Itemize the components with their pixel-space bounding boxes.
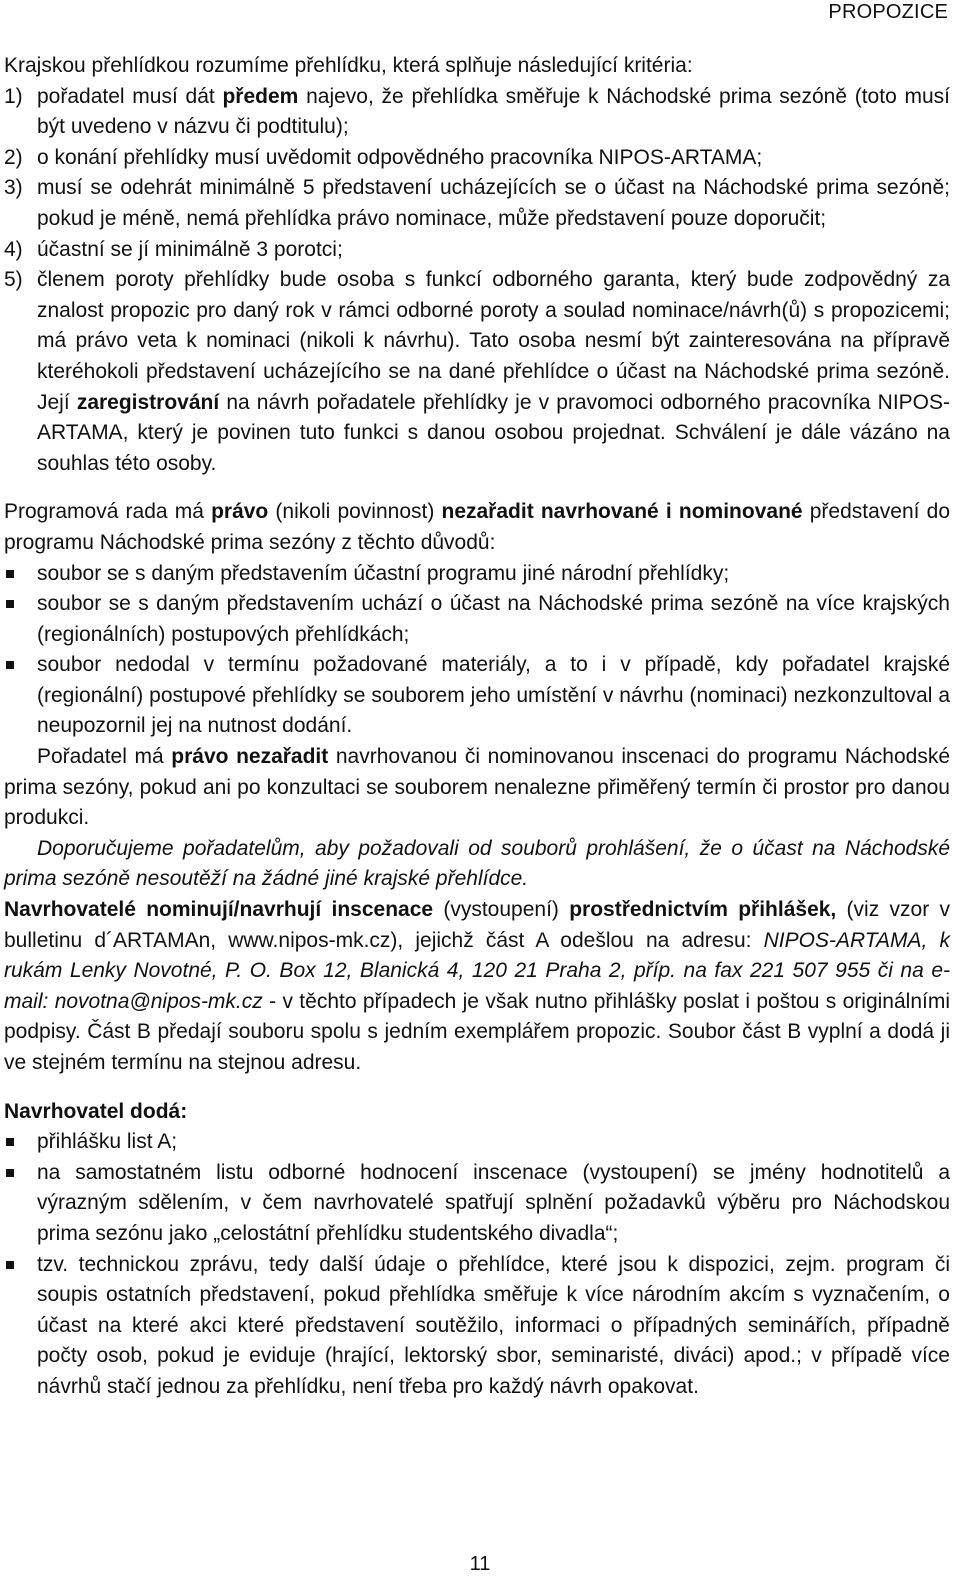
item-number: 3) (4, 176, 23, 200)
text-run: - v těchto případech je však nutno přihlášky poslat i poštou s originálními podpisy. Část B předají souboru spolu s jedním exemplářem propozic. Soubor část B vyplní a dodá ji ve stejném termínu na stejnou adresu. (4, 989, 950, 1074)
item-text: členem poroty přehlídky bude osoba s funkcí odborného garanta, který bude zodpovědný za znalost propozic pro daný rok v rámci odborné poroty a soulad nominace/návrh(ů) s propozicemi; má právo veta k nominaci (nikoli k návrhu). Tato osoba nesmí být zainteresována na přípravě kteréhokoli představení ucházejícího se na dané přehlídce o účast na Náchodské prima sezóně. Její (37, 268, 950, 414)
text-run: (nikoli povinnost) (268, 500, 442, 524)
criteria-item-3 (4, 173, 950, 234)
address-italic: NIPOS-ARTAMA, k rukám Lenky Novotné, P. O. Box 12, Blanická 4, 120 21 Praha 2, příp. na fax 221 507 955 či na e-mail: novotna@nipos-mk.cz (4, 928, 950, 1013)
criteria-item-4 (4, 235, 950, 266)
item-text: o konání přehlídky musí uvědomit odpovědného pracovníka NIPOS-ARTAMA; (37, 145, 763, 169)
page-number: 11 (469, 1553, 491, 1575)
text-run: (vystoupení) (433, 898, 570, 922)
reasons-list (4, 559, 950, 743)
item-number: 2) (4, 145, 23, 169)
recommendation-paragraph (4, 834, 950, 895)
deliver-item: tzv. technickou zprávu, tedy další údaje o přehlídce, které jsou k dispozici, zejm. program či soupis ostatních představení, pokud přehlídka směřuje k více národním akcím s vyznačením, o účast na které akci které představení soutěžilo, informaci o případných seminářích, případně počty osob, pokud je eviduje (hrající, lektorský sbor, seminaristé, diváci) apod.; v případě více návrhů stačí jednou za přehlídku, není třeba pro každý návrh opakovat. (4, 1250, 950, 1403)
text-bold: nezařadit navrhované i nominované (441, 500, 803, 524)
criteria-item-5 (4, 265, 950, 479)
text-bold: prostřednictvím přihlášek, (569, 898, 837, 922)
text-run: Pořadatel má (37, 745, 172, 769)
criteria-item-2 (4, 143, 950, 174)
item-number: 4) (4, 237, 23, 261)
heading-bold: Navrhovatel dodá: (4, 1099, 188, 1123)
deliver-list (4, 1127, 950, 1402)
reason-item: soubor se s daným představením uchází o účast na Náchodské prima sezóně na více krajských (regionálních) postupových přehlídkách; (4, 589, 950, 650)
text-bold: právo (211, 500, 269, 524)
program-paragraph (4, 497, 950, 558)
item-emphasis: předem (222, 84, 299, 108)
text-bold: právo nezařadit (171, 745, 329, 769)
section-gap (4, 1079, 950, 1097)
criteria-list (4, 82, 950, 480)
reason-item: soubor se s daným představením účastní programu jiné národní přehlídky; (4, 559, 950, 590)
text-bold: Navrhovatelé nominují/navrhují inscenace (4, 898, 434, 922)
text-run: navrhovanou či nominovanou inscenaci do programu Náchodské prima sezóny, pokud ani po konzultaci se souborem nenalezne přiměřený termín či prostor pro danou produkci. (4, 745, 950, 830)
section-gap (4, 479, 950, 497)
item-text: účastní se jí minimálně 3 porotci; (37, 237, 343, 261)
criteria-intro: Krajskou přehlídkou rozumíme přehlídku, která splňuje následující kritéria: (4, 54, 693, 77)
item-emphasis: zaregistrování (76, 390, 220, 414)
criteria-item-1 (4, 82, 950, 143)
organizer-paragraph (4, 742, 950, 834)
reason-item: soubor nedodal v termínu požadované materiály, a to i v případě, kdy pořadatel krajské (regionální) postupové přehlídky se souborem jeho umístění v návrhu (nominaci) nezkonzultoval a neupozornil jej na nutnost dodání. (4, 650, 950, 742)
section-header: PROPOZICE (828, 1, 948, 23)
nomination-paragraph (4, 895, 950, 1079)
page-content (4, 51, 950, 1403)
deliver-heading (4, 1097, 950, 1128)
item-text: na návrh pořadatele přehlídky je v pravomoci odborného pracovníka NIPOS-ARTAMA, který je povinen tuto funkci s danou osobou projednat. Schválení je dále vázáno na souhlas této osoby. (37, 390, 950, 475)
text-italic: Doporučujeme pořadatelům, aby požadovali od souborů prohlášení, že o účast na Náchodské prima sezóně nesoutěží na žádné jiné krajské přehlídce. (4, 836, 950, 891)
item-text: pořadatel musí dát (37, 84, 223, 108)
item-number: 1) (4, 84, 23, 108)
text-run: představení do programu Náchodské prima sezóny z těchto důvodů: (4, 500, 950, 554)
item-text: najevo, že přehlídka směřuje k Náchodské prima sezóně (toto musí být uvedeno v názvu či podtitulu); (37, 84, 950, 139)
item-text: musí se odehrát minimálně 5 představení ucházejících se o účast na Náchodské prima sezóně; pokud je méně, nemá přehlídka právo nominace, může představení pouze doporučit; (37, 176, 950, 230)
text-run: Programová rada má (4, 500, 212, 524)
item-number: 5) (4, 268, 23, 292)
text-run: (viz vzor v bulletinu d´ARTAMAn, www.nipos-mk.cz), jejichž část A odešlou na adresu: (4, 898, 950, 952)
deliver-item: na samostatném listu odborné hodnocení inscenace (vystoupení) se jmény hodnotitelů a výrazným sdělením, v čem navrhovatelé spatřují splnění požadavků výběru pro Náchodskou prima sezónu jako „celostátní přehlídku studentského divadla“; (4, 1158, 950, 1250)
deliver-item: přihlášku list A; (4, 1127, 950, 1158)
